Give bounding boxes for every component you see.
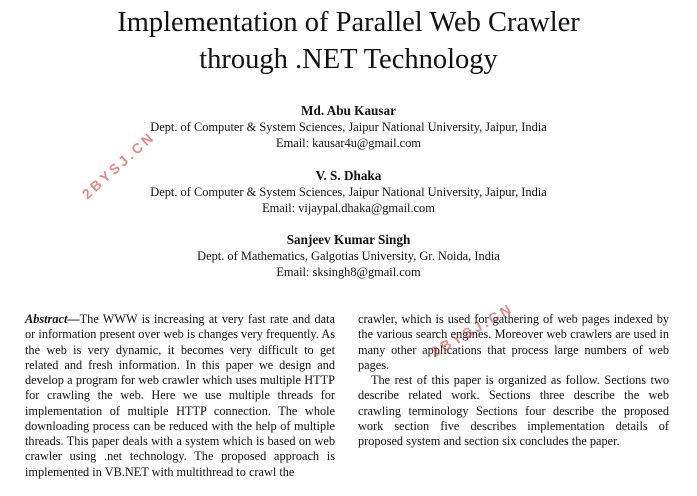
title-line-1: Implementation of Parallel Web Crawler	[117, 7, 580, 38]
abstract-text: The WWW is increasing at very fast rate and data or information present over web is changes very frequently. As the web is very dynamic, it becomes very difficult to get related and fresh information. In this paper we design and develop a program for web crawler which uses multiple HTTP for crawling the web. Here we use multiple threads for implementation of multiple HTTP connection. The whole downloading process can be reduced with the help of multiple threads. This paper deals with a system which is based on web crawler using .net technology. The proposed approach is implemented in VB.NET with multithread to crawl the	[25, 312, 335, 479]
author-block-1	[0, 103, 697, 151]
abstract-column	[25, 312, 335, 480]
paper-title	[0, 4, 697, 78]
author-name: Md. Abu Kausar	[301, 103, 396, 118]
author-affiliation: Dept. of Computer & System Sciences, Jaipur National University, Jaipur, India	[150, 120, 547, 134]
author-name: Sanjeev Kumar Singh	[286, 232, 411, 247]
author-affiliation: Dept. of Computer & System Sciences, Jaipur National University, Jaipur, India	[150, 185, 547, 199]
author-affiliation: Dept. of Mathematics, Galgotias University, Gr. Noida, India	[197, 249, 500, 263]
watermark-logo: 2BYSJ.CN	[428, 299, 517, 360]
title-line-2: through .NET Technology	[199, 44, 498, 75]
author-email: Email: vijaypal.dhaka@gmail.com	[262, 201, 435, 215]
author-name: V. S. Dhaka	[315, 168, 382, 183]
intro-column	[358, 312, 669, 449]
author-block-3	[0, 232, 697, 280]
abstract-paragraph	[25, 312, 335, 480]
abstract-label: Abstract	[25, 312, 68, 326]
intro-paragraph-1: crawler, which is used for gathering of web pages indexed by the various search engines. Moreover web crawlers are used in many other applications that process large numbers of web pages.	[358, 312, 669, 372]
intro-paragraph-2: The rest of this paper is organized as follow. Sections two describe related work. Sections three describe the web crawling terminology Sections four describe the proposed work section five describes implementation details of proposed system and section six concludes the paper.	[358, 373, 669, 448]
author-email: Email: kausar4u@gmail.com	[276, 136, 421, 150]
watermark-logo: 2BYSJ.CN	[78, 128, 159, 202]
abstract-dash: —	[67, 312, 80, 326]
author-email: Email: sksingh8@gmail.com	[276, 265, 421, 279]
